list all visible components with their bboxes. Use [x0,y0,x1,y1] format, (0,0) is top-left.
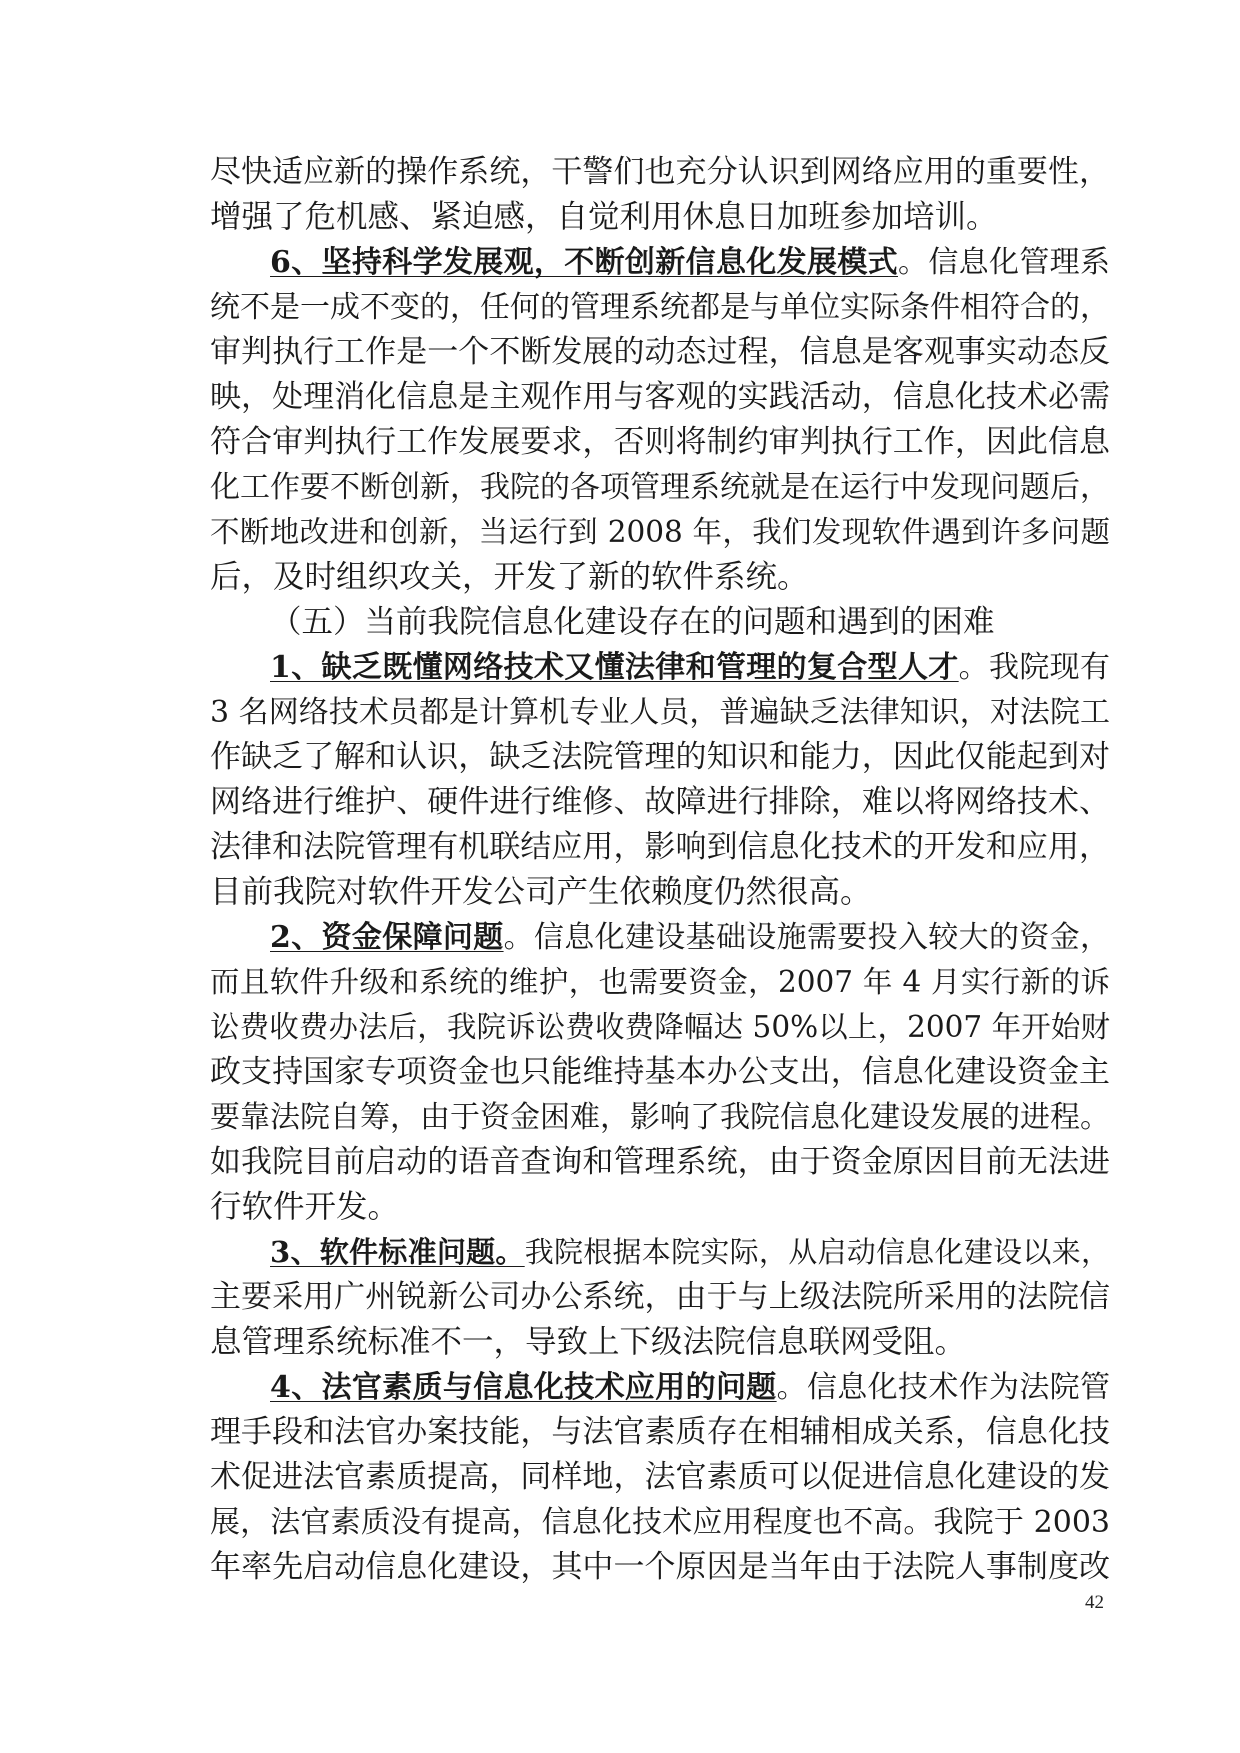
text-line: 政支持国家专项资金也只能维持基本办公支出，信息化建设资金主 [210,1054,1110,1090]
paragraph-heading-line [210,240,1110,285]
section-title: （五）当前我院信息化建设存在的问题和遇到的困难 [270,604,995,640]
text-line: 如我院目前启动的语音查询和管理系统，由于资金原因目前无法进 [210,1144,1110,1180]
page-number: 42 [1085,1592,1104,1613]
paragraph-heading-line [210,1230,1110,1275]
heading-suffix: 。信息化管理系 [897,245,1111,280]
text-line: 增强了危机感、紧迫感，自觉利用休息日加班参加培训。 [210,199,998,235]
text-line: 而且软件升级和系统的维护，也需要资金，2007 年 4 月实行新的诉 [210,965,1110,999]
text-line: 术促进法官素质提高，同样地，法官素质可以促进信息化建设的发 [210,1459,1110,1495]
paragraph-heading: 6、坚持科学发展观，不断创新信息化发展模式 [270,245,898,280]
paragraph-heading-line [210,1365,1110,1410]
text-line: 化工作要不断创新，我院的各项管理系统就是在运行中发现问题后， [210,470,1110,505]
text-line: 不断地改进和创新，当运行到 2008 年，我们发现软件遇到许多问题 [210,515,1110,549]
text-line: 主要采用广州锐新公司办公系统，由于与上级法院所采用的法院信 [210,1279,1110,1315]
text-line: 行软件开发。 [210,1189,400,1225]
text-line: 统不是一成不变的，任何的管理系统都是与单位实际条件相符合的， [210,290,1110,325]
text-line: 息管理系统标准不一，导致上下级法院信息联网受阻。 [210,1324,967,1360]
heading-suffix: 。信息化技术作为法院管 [776,1370,1111,1405]
heading-suffix: 我院根据本院实际，从启动信息化建设以来， [524,1235,1110,1269]
paragraph-heading: 1、缺乏既懂网络技术又懂法律和管理的复合型人才 [270,650,959,685]
paragraph-heading: 2、资金保障问题 [270,920,504,955]
text-line: 法律和法院管理有机联结应用，影响到信息化技术的开发和应用， [210,829,1110,865]
text-line: 后，及时组织攻关，开发了新的软件系统。 [210,559,809,595]
heading-suffix: 。我院现有 [958,650,1111,685]
paragraph-heading: 4、法官素质与信息化技术应用的问题 [270,1370,777,1405]
text-line: 理手段和法官办案技能，与法官素质存在相辅相成关系，信息化技 [210,1414,1110,1450]
paragraph-heading: 3、软件标准问题。 [270,1235,525,1269]
text-line: 映，处理消化信息是主观作用与客观的实践活动，信息化技术必需 [210,379,1110,415]
text-line: 网络进行维护、硬件进行维修、故障进行排除，难以将网络技术、 [210,784,1110,820]
text-line: 3 名网络技术员都是计算机专业人员，普遍缺乏法律知识，对法院工 [210,695,1110,730]
text-line: 年率先启动信息化建设，其中一个原因是当年由于法院人事制度改 [210,1549,1110,1585]
paragraph-heading-line [210,645,1110,690]
text-line: 尽快适应新的操作系统，干警们也充分认识到网络应用的重要性， [210,154,1110,190]
document-page [210,150,1110,1590]
heading-suffix: 。信息化建设基础设施需要投入较大的资金， [503,920,1110,955]
text-line: 要靠法院自筹，由于资金困难，影响了我院信息化建设发展的进程。 [210,1100,1110,1135]
text-line: 作缺乏了解和认识，缺乏法院管理的知识和能力，因此仅能起到对 [210,739,1110,775]
text-line: 符合审判执行工作发展要求，否则将制约审判执行工作，因此信息 [210,424,1110,460]
paragraph-heading-line [210,915,1110,960]
text-line: 审判执行工作是一个不断发展的动态过程，信息是客观事实动态反 [210,334,1110,370]
text-line: 目前我院对软件开发公司产生依赖度仍然很高。 [210,874,872,910]
text-line: 讼费收费办法后，我院诉讼费收费降幅达 50%以上，2007 年开始财 [210,1010,1110,1044]
text-line: 展，法官素质没有提高，信息化技术应用程度也不高。我院于 2003 [210,1505,1110,1540]
